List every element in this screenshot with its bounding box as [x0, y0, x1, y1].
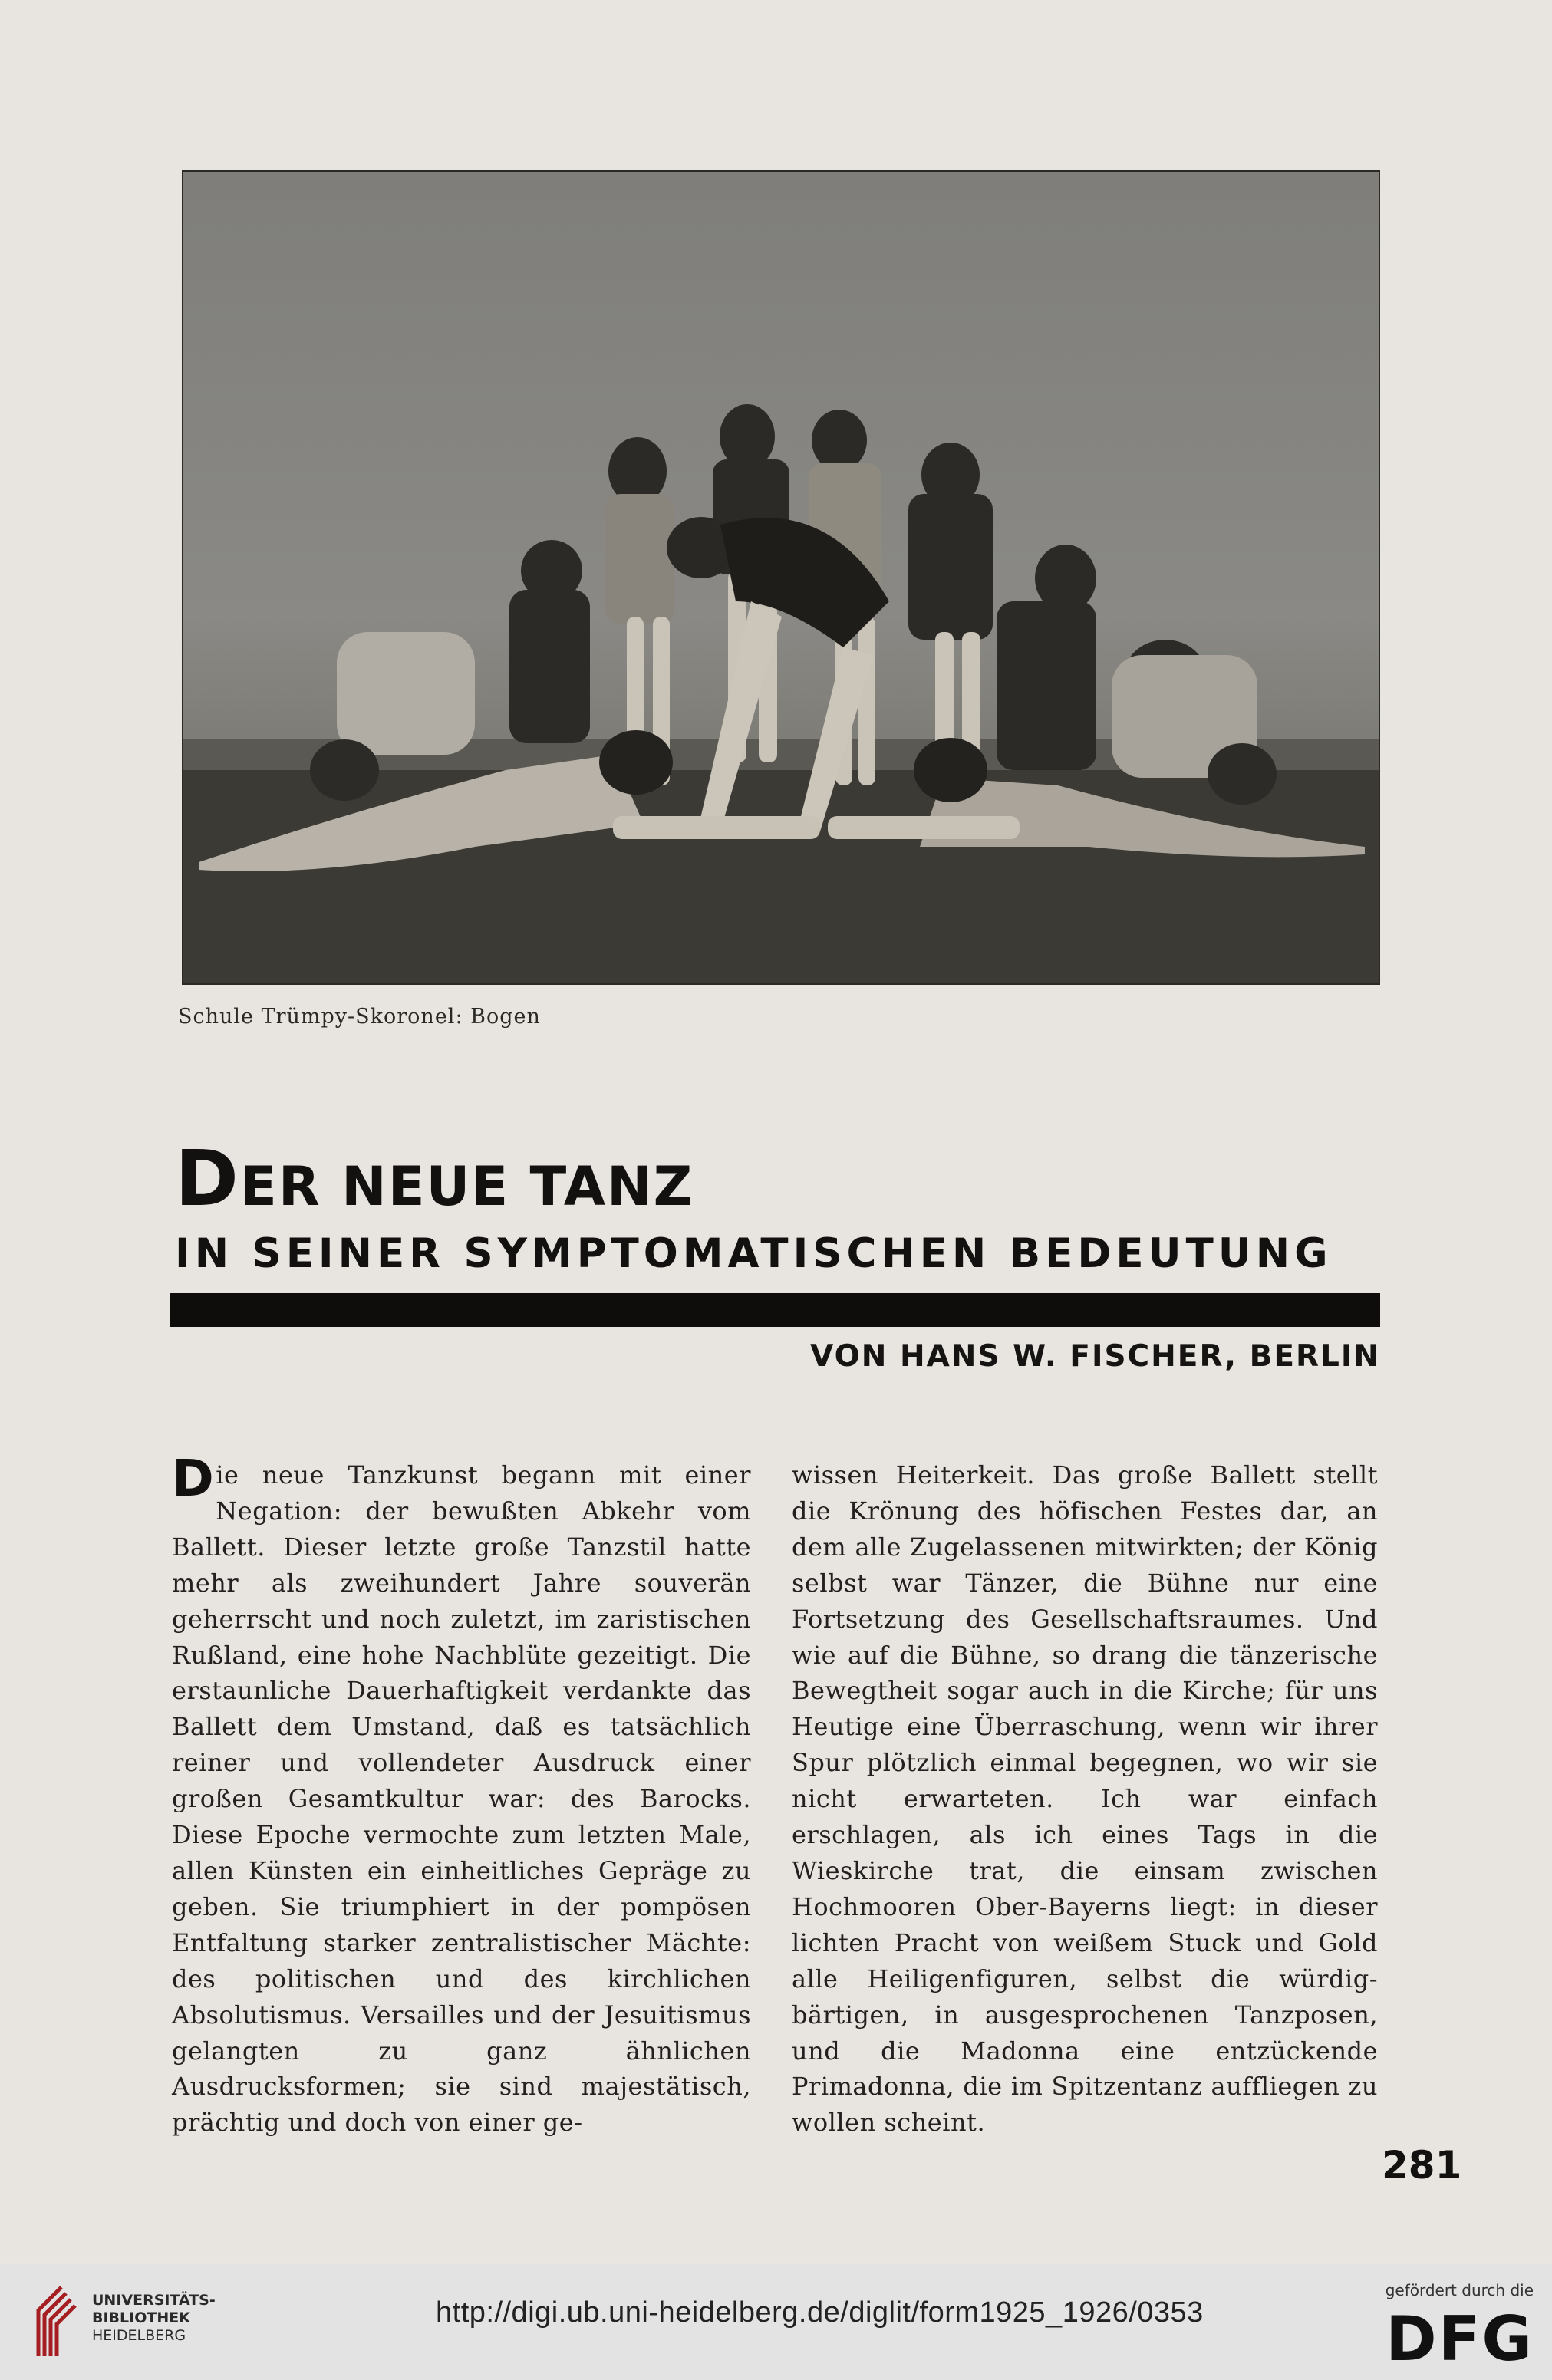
university-library-logo-icon: [31, 2280, 83, 2364]
text-column-right: wissen Heiterkeit. Das große Ballett stellt die Krönung des höfischen Festes dar, an dem alle Zugelassenen mitwirkten; der König selbst war Tänzer, die Bühne nur eine Fortsetzung des Gesellschaftsraumes. Und wie auf die Bühne, so drang die tänzerische Bewegtheit sogar auch in die Kirche; für uns Heutige eine Überraschung, wenn wir ihrer Spur plötzlich einmal begegnen, wo wir sie nicht erwarteten. Ich war einfach erschlagen, als ich eines Tags in die Wieskirche trat, die einsam zwischen Hochmooren Ober-Bayerns liegt: in dieser lichten Pracht von weißem Stuck und Gold alle Heiligenfiguren, selbst die würdig-bärtigen, in ausgesprochenen Tanzposen, und die Madonna eine entzückende Primadonna, die im Spitzentanz auffliegen zu wollen scheint.: [792, 1460, 1378, 2138]
drop-cap: D: [172, 1449, 215, 1508]
permalink-url[interactable]: http://digi.ub.uni-heidelberg.de/diglit/form1925_1926/0353: [436, 2296, 1204, 2329]
byline: VON HANS W. FISCHER, BERLIN: [810, 1339, 1380, 1374]
library-line-1: UNIVERSITÄTS-: [92, 2292, 216, 2309]
dfg-logo: DFG: [1386, 2303, 1534, 2375]
library-name: [92, 2292, 216, 2345]
article-headline: [175, 1134, 1383, 1278]
page-number: 281: [1382, 2143, 1462, 2187]
funding-label: gefördert durch die: [1385, 2281, 1534, 2299]
library-line-3: HEIDELBERG: [92, 2327, 186, 2344]
column-left-text: ie neue Tanzkunst begann mit einer Negation: der bewußten Abkehr vom Ballett. Dieser letzte große Tanzstil hatte mehr als zweihundert Jahre souverän geherrscht und noch zuletzt, im zaristischen Rußland, eine hohe Nachblüte gezeitigt. Die erstaunliche Dauerhaftigkeit verdankte das Ballett dem Umstand, daß es tatsächlich reiner und vollendeter Ausdruck einer großen Gesamtkultur war: des Barocks. Diese Epoche vermochte zum letzten Male, allen Künsten ein einheitliches Gepräge zu geben. Sie triumphiert in der pompösen Entfaltung starker zentralistischer Mächte: des politischen und des kirchlichen Absolutismus. Versailles und der Jesuitismus gelangten zu ganz ähnlichen Ausdrucksformen; sie sind majestätisch, prächtig und doch von einer ge-: [172, 1460, 751, 2138]
digitization-footer: [0, 2264, 1552, 2380]
library-line-2: BIBLIOTHEK: [92, 2309, 190, 2326]
dance-photograph: [182, 170, 1380, 985]
dancers-group-image: [183, 172, 1380, 985]
photo-caption: Schule Trümpy-Skoronel: Bogen: [178, 1005, 541, 1029]
article-subtitle: IN SEINER SYMPTOMATISCHEN BEDEUTUNG: [175, 1230, 1333, 1277]
article-title: [175, 1134, 1383, 1229]
title-initial: D: [175, 1134, 241, 1223]
text-column-left: [172, 1449, 751, 2141]
title-rule: [170, 1293, 1380, 1327]
title-rest: ER NEUE TANZ: [240, 1155, 694, 1218]
